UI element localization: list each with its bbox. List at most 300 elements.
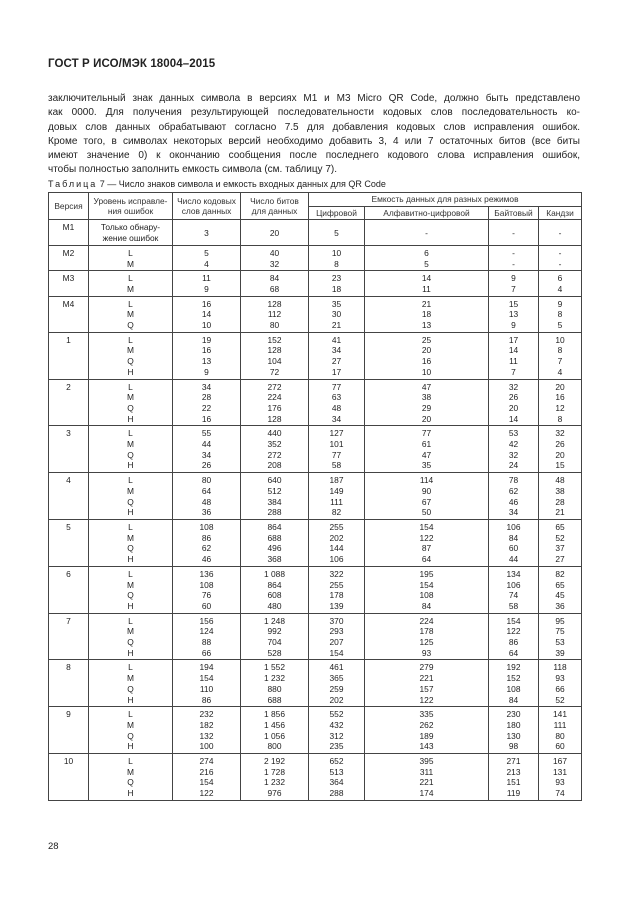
table-row [49, 660, 582, 707]
cell-value: 34 [201, 449, 212, 460]
cell-value: 461 [329, 662, 344, 673]
cell-value: 74 [508, 590, 519, 601]
cell-value: 864 [267, 579, 282, 590]
table-body [49, 220, 582, 800]
cell-value: 60 [201, 600, 212, 611]
cell-value: 44 [201, 439, 212, 450]
cell-value: L [128, 428, 133, 439]
version-value: 3 [66, 428, 71, 439]
cell-value: 98 [508, 741, 519, 752]
cell-value: 189 [419, 730, 434, 741]
cell-value: 46 [508, 496, 519, 507]
cell-value: 111 [553, 719, 567, 730]
version-value: M1 [62, 222, 75, 233]
cell-value: 82 [555, 568, 565, 579]
cell-value: 368 [267, 554, 282, 565]
cell-value: 5 [557, 320, 563, 331]
cell-value: 88 [201, 637, 212, 648]
cell-value: 513 [329, 766, 344, 777]
cell-value: L [128, 475, 133, 486]
cell-value: 194 [199, 662, 214, 673]
ec-level-cell [89, 754, 173, 801]
cell-value: 66 [555, 683, 565, 694]
version-cell [49, 707, 89, 754]
cell-value: 130 [506, 730, 521, 741]
cell-value: 176 [267, 402, 282, 413]
alnum-cell [365, 754, 489, 801]
cell-value: M [127, 532, 134, 543]
cell-value: 86 [201, 694, 212, 705]
cell-value: 440 [267, 428, 282, 439]
cell-value: 157 [419, 683, 434, 694]
cell-value: 41 [331, 334, 342, 345]
cell-value: 52 [555, 694, 565, 705]
cell-value: 15 [555, 460, 565, 471]
cell-value: 9 [511, 273, 516, 284]
codewords-cell [173, 519, 241, 566]
cell-value: 93 [555, 777, 565, 788]
alnum-cell [365, 426, 489, 473]
alnum-cell [365, 660, 489, 707]
cell-value: 182 [199, 719, 214, 730]
cell-value: 55 [201, 428, 212, 439]
cell-value: 152 [267, 334, 282, 345]
cell-value: 213 [506, 766, 521, 777]
cell-value: 10 [201, 320, 212, 331]
byte-cell [489, 660, 539, 707]
codewords-cell [173, 271, 241, 296]
cell-value: Q [127, 637, 134, 648]
cell-value: 8 [557, 309, 563, 320]
cell-value: 864 [267, 521, 282, 532]
document-header: ГОСТ Р ИСО/МЭК 18004–2015 [48, 58, 216, 70]
numeric-cell [309, 296, 365, 332]
bits-cell [241, 519, 309, 566]
byte-cell [489, 379, 539, 426]
cell-value: 106 [506, 579, 521, 590]
cell-value: 232 [199, 709, 214, 720]
ec-level-cell [89, 220, 173, 245]
cell-value: L [128, 756, 133, 767]
alnum-cell [365, 707, 489, 754]
cell-value: 202 [329, 694, 344, 705]
cell-value: 992 [267, 626, 282, 637]
cell-value: 75 [555, 626, 565, 637]
kanji-cell [539, 332, 582, 379]
cell-value: 608 [267, 590, 282, 601]
cell-value: 178 [419, 626, 434, 637]
header-version: Версия [49, 193, 89, 220]
codewords-cell [173, 473, 241, 520]
cell-value: 76 [201, 590, 212, 601]
numeric-cell [309, 660, 365, 707]
cell-value: 293 [329, 626, 344, 637]
cell-value: 84 [421, 600, 432, 611]
cell-value: 7 [511, 366, 516, 377]
cell-value: 224 [419, 615, 434, 626]
cell-value: H [127, 600, 134, 611]
ec-level-cell [89, 613, 173, 660]
cell-value: 34 [508, 507, 519, 518]
cell-value: M [127, 766, 134, 777]
cell-value: 6 [557, 273, 563, 284]
cell-value: 207 [329, 637, 344, 648]
cell-value: M [127, 673, 134, 684]
numeric-cell [309, 426, 365, 473]
cell-value: 13 [508, 309, 519, 320]
cell-value: 335 [419, 709, 434, 720]
cell-value: 32 [508, 381, 519, 392]
cell-value: 17 [508, 334, 519, 345]
cell-value: H [127, 554, 134, 565]
cell-value: H [127, 413, 134, 424]
cell-value: 20 [269, 227, 280, 238]
bits-cell [241, 660, 309, 707]
numeric-cell [309, 754, 365, 801]
alnum-cell [365, 245, 489, 270]
version-value: 9 [66, 709, 71, 720]
cell-value: 10 [555, 334, 565, 345]
cell-value: 230 [506, 709, 521, 720]
cell-value: 13 [421, 320, 432, 331]
ec-level-cell [89, 473, 173, 520]
codewords-cell [173, 754, 241, 801]
cell-value: L [128, 334, 133, 345]
cell-value: 122 [419, 694, 434, 705]
numeric-cell [309, 332, 365, 379]
cell-value: 279 [419, 662, 434, 673]
version-value: M3 [62, 273, 75, 284]
cell-value: 21 [331, 320, 342, 331]
cell-value: 496 [267, 543, 282, 554]
header-kanji: Кандзи [539, 206, 582, 220]
cell-value: 110 [199, 683, 214, 694]
cell-value: 34 [201, 381, 212, 392]
numeric-cell [309, 271, 365, 296]
cell-value: 58 [331, 460, 342, 471]
cell-value: 8 [334, 258, 339, 269]
byte-cell [489, 473, 539, 520]
cell-value: 40 [269, 247, 280, 258]
cell-value: 1 232 [264, 673, 285, 684]
cell-value: 80 [269, 320, 280, 331]
cell-value: 167 [553, 756, 567, 767]
cell-value: 106 [329, 554, 344, 565]
byte-cell [489, 271, 539, 296]
cell-value: 132 [199, 730, 214, 741]
cell-value: 35 [421, 460, 432, 471]
kanji-cell [539, 473, 582, 520]
cell-value: 64 [508, 647, 519, 658]
version-cell [49, 426, 89, 473]
ec-level-cell [89, 271, 173, 296]
version-cell [49, 613, 89, 660]
cell-value: 1 056 [264, 730, 285, 741]
cell-value: 77 [421, 428, 432, 439]
cell-value: 53 [508, 428, 519, 439]
table-row [49, 707, 582, 754]
cell-value: L [128, 273, 133, 284]
cell-value: L [128, 615, 133, 626]
cell-value: 7 [511, 283, 516, 294]
cell-value: - [512, 258, 515, 269]
cell-value: 47 [421, 449, 432, 460]
cell-value: 5 [334, 227, 339, 238]
cell-value: 35 [331, 298, 342, 309]
cell-value: 5 [424, 258, 429, 269]
kanji-cell [539, 379, 582, 426]
cell-value: 64 [421, 554, 432, 565]
cell-value: 800 [267, 741, 282, 752]
numeric-cell [309, 707, 365, 754]
cell-value: 640 [267, 475, 282, 486]
cell-value: 111 [330, 496, 343, 507]
cell-value: 288 [329, 788, 344, 799]
byte-cell [489, 613, 539, 660]
cell-value: 154 [506, 615, 521, 626]
cell-value: H [127, 788, 134, 799]
cell-value: 20 [421, 413, 432, 424]
cell-value: 370 [329, 615, 344, 626]
page-number: 28 [48, 841, 59, 852]
kanji-cell [539, 707, 582, 754]
cell-value: 552 [329, 709, 344, 720]
cell-value: 128 [267, 298, 282, 309]
cell-value: 149 [329, 485, 344, 496]
cell-value: 100 [199, 741, 214, 752]
codewords-cell [173, 296, 241, 332]
ec-level-cell [89, 707, 173, 754]
cell-value: 139 [329, 600, 344, 611]
codewords-cell [173, 660, 241, 707]
version-value: 4 [66, 475, 71, 486]
cell-value: M [127, 392, 134, 403]
cell-value: - [512, 227, 515, 238]
cell-value: 221 [419, 673, 434, 684]
paragraph-line: довых слов данных обрабатывают согласно 7.5 для добавления кодовых слов исправления ошибок. [48, 121, 580, 133]
cell-value: 25 [421, 334, 432, 345]
codewords-cell [173, 566, 241, 613]
cell-value: 58 [508, 600, 519, 611]
cell-value: 271 [506, 756, 521, 767]
cell-value: 52 [555, 532, 565, 543]
version-value: 6 [66, 568, 71, 579]
cell-value: 20 [555, 449, 565, 460]
table-row [49, 519, 582, 566]
cell-value: Q [127, 590, 134, 601]
version-value: 1 [66, 334, 71, 345]
cell-value: Только обнару- [100, 222, 161, 233]
cell-value: 29 [421, 402, 432, 413]
cell-value: - [558, 227, 562, 238]
cell-value: 6 [424, 247, 429, 258]
cell-value: 9 [204, 366, 209, 377]
codewords-cell [173, 332, 241, 379]
alnum-cell [365, 379, 489, 426]
cell-value: Q [127, 356, 134, 367]
cell-value: 224 [267, 392, 282, 403]
cell-value: 14 [421, 273, 432, 284]
kanji-cell [539, 296, 582, 332]
cell-value: 976 [267, 788, 282, 799]
header-ec-level: Уровень исправле-ния ошибок [89, 193, 173, 220]
alnum-cell [365, 613, 489, 660]
alnum-cell [365, 519, 489, 566]
table-caption [48, 178, 386, 190]
cell-value: 187 [329, 475, 344, 486]
cell-value: 7 [557, 356, 563, 367]
cell-value: 131 [553, 766, 567, 777]
cell-value: 114 [419, 475, 434, 486]
version-cell [49, 566, 89, 613]
cell-value: 39 [555, 647, 565, 658]
cell-value: 192 [506, 662, 521, 673]
cell-value: M [127, 309, 134, 320]
cell-value: 34 [331, 345, 342, 356]
cell-value: L [128, 662, 133, 673]
cell-value: 24 [508, 460, 519, 471]
codewords-cell [173, 426, 241, 473]
cell-value: M [127, 439, 134, 450]
cell-value: 65 [555, 521, 565, 532]
cell-value: 80 [201, 475, 212, 486]
cell-value: M [127, 258, 134, 269]
alnum-cell [365, 566, 489, 613]
capacity-table [48, 192, 582, 801]
bits-cell [241, 473, 309, 520]
cell-value: 156 [199, 615, 214, 626]
cell-value: 1 552 [264, 662, 285, 673]
paragraph-line: заключительный знак данных символа в версиях M1 и M3 Micro QR Code, должно быть представлено [48, 93, 580, 104]
cell-value: 46 [201, 554, 212, 565]
version-cell [49, 220, 89, 245]
cell-value: 13 [201, 356, 212, 367]
cell-value: 21 [421, 298, 432, 309]
cell-value: 1 248 [264, 615, 285, 626]
cell-value: 9 [204, 283, 209, 294]
bits-cell [241, 566, 309, 613]
cell-value: L [128, 568, 133, 579]
cell-value: 480 [267, 600, 282, 611]
cell-value: 312 [329, 730, 344, 741]
cell-value: 48 [201, 496, 212, 507]
table-row [49, 613, 582, 660]
kanji-cell [539, 426, 582, 473]
cell-value: 152 [506, 673, 521, 684]
bits-cell [241, 379, 309, 426]
cell-value: 84 [269, 273, 280, 284]
cell-value: 20 [555, 381, 565, 392]
cell-value: 128 [267, 413, 282, 424]
cell-value: 216 [199, 766, 214, 777]
version-cell [49, 473, 89, 520]
version-cell [49, 296, 89, 332]
cell-value: 14 [201, 309, 212, 320]
cell-value: - [425, 227, 428, 238]
cell-value: M [127, 283, 134, 294]
header-capacity: Емкость данных для разных режимов [309, 193, 582, 207]
cell-value: 17 [331, 366, 342, 377]
cell-value: 36 [201, 507, 212, 518]
cell-value: 53 [555, 637, 565, 648]
cell-value: 1 728 [264, 766, 285, 777]
cell-value: 21 [555, 507, 565, 518]
version-value: 10 [63, 756, 74, 767]
cell-value: - [558, 247, 562, 258]
cell-value: H [127, 460, 134, 471]
cell-value: Q [127, 449, 134, 460]
cell-value: 4 [557, 283, 563, 294]
bits-cell [241, 271, 309, 296]
cell-value: 50 [421, 507, 432, 518]
cell-value: L [128, 709, 133, 720]
cell-value: 26 [201, 460, 212, 471]
cell-value: 30 [331, 309, 342, 320]
cell-value: 63 [331, 392, 342, 403]
cell-value: 134 [506, 568, 521, 579]
cell-value: H [127, 507, 134, 518]
cell-value: 235 [329, 741, 344, 752]
cell-value: 18 [421, 309, 432, 320]
cell-value: 14 [508, 413, 519, 424]
cell-value: 108 [199, 579, 214, 590]
cell-value: 274 [199, 756, 214, 767]
cell-value: 262 [419, 719, 434, 730]
version-value: 5 [66, 521, 71, 532]
cell-value: 12 [555, 402, 565, 413]
cell-value: 112 [267, 309, 282, 320]
cell-value: Q [127, 683, 134, 694]
cell-value: 352 [267, 439, 282, 450]
codewords-cell [173, 379, 241, 426]
cell-value: L [128, 298, 133, 309]
body-paragraph [48, 92, 580, 178]
numeric-cell [309, 566, 365, 613]
cell-value: 45 [555, 590, 565, 601]
cell-value: 26 [508, 392, 519, 403]
cell-value: 384 [267, 496, 282, 507]
cell-value: 65 [555, 579, 565, 590]
alnum-cell [365, 473, 489, 520]
ec-level-cell [89, 426, 173, 473]
cell-value: 28 [201, 392, 212, 403]
cell-value: 364 [329, 777, 344, 788]
cell-value: 62 [201, 543, 212, 554]
cell-value: 122 [419, 532, 434, 543]
kanji-cell [539, 613, 582, 660]
cell-value: 87 [421, 543, 432, 554]
codewords-cell [173, 613, 241, 660]
cell-value: L [128, 521, 133, 532]
cell-value: 18 [331, 283, 342, 294]
bits-cell [241, 426, 309, 473]
paragraph-line: чтобы полностью заполнить емкость символа (см. таблицу 7). [48, 164, 337, 176]
cell-value: 125 [419, 637, 434, 648]
cell-value: 32 [269, 258, 280, 269]
cell-value: 208 [267, 460, 282, 471]
header-bits: Число битов для данных [241, 193, 309, 220]
version-value: 2 [66, 381, 71, 392]
cell-value: 66 [201, 647, 212, 658]
cell-value: 255 [329, 579, 344, 590]
cell-value: 432 [329, 719, 344, 730]
cell-value: M [127, 485, 134, 496]
cell-value: жение ошибок [102, 233, 159, 244]
cell-value: 32 [555, 428, 565, 439]
cell-value: 1 456 [264, 719, 285, 730]
cell-value: 202 [329, 532, 344, 543]
version-value: M2 [62, 247, 75, 258]
